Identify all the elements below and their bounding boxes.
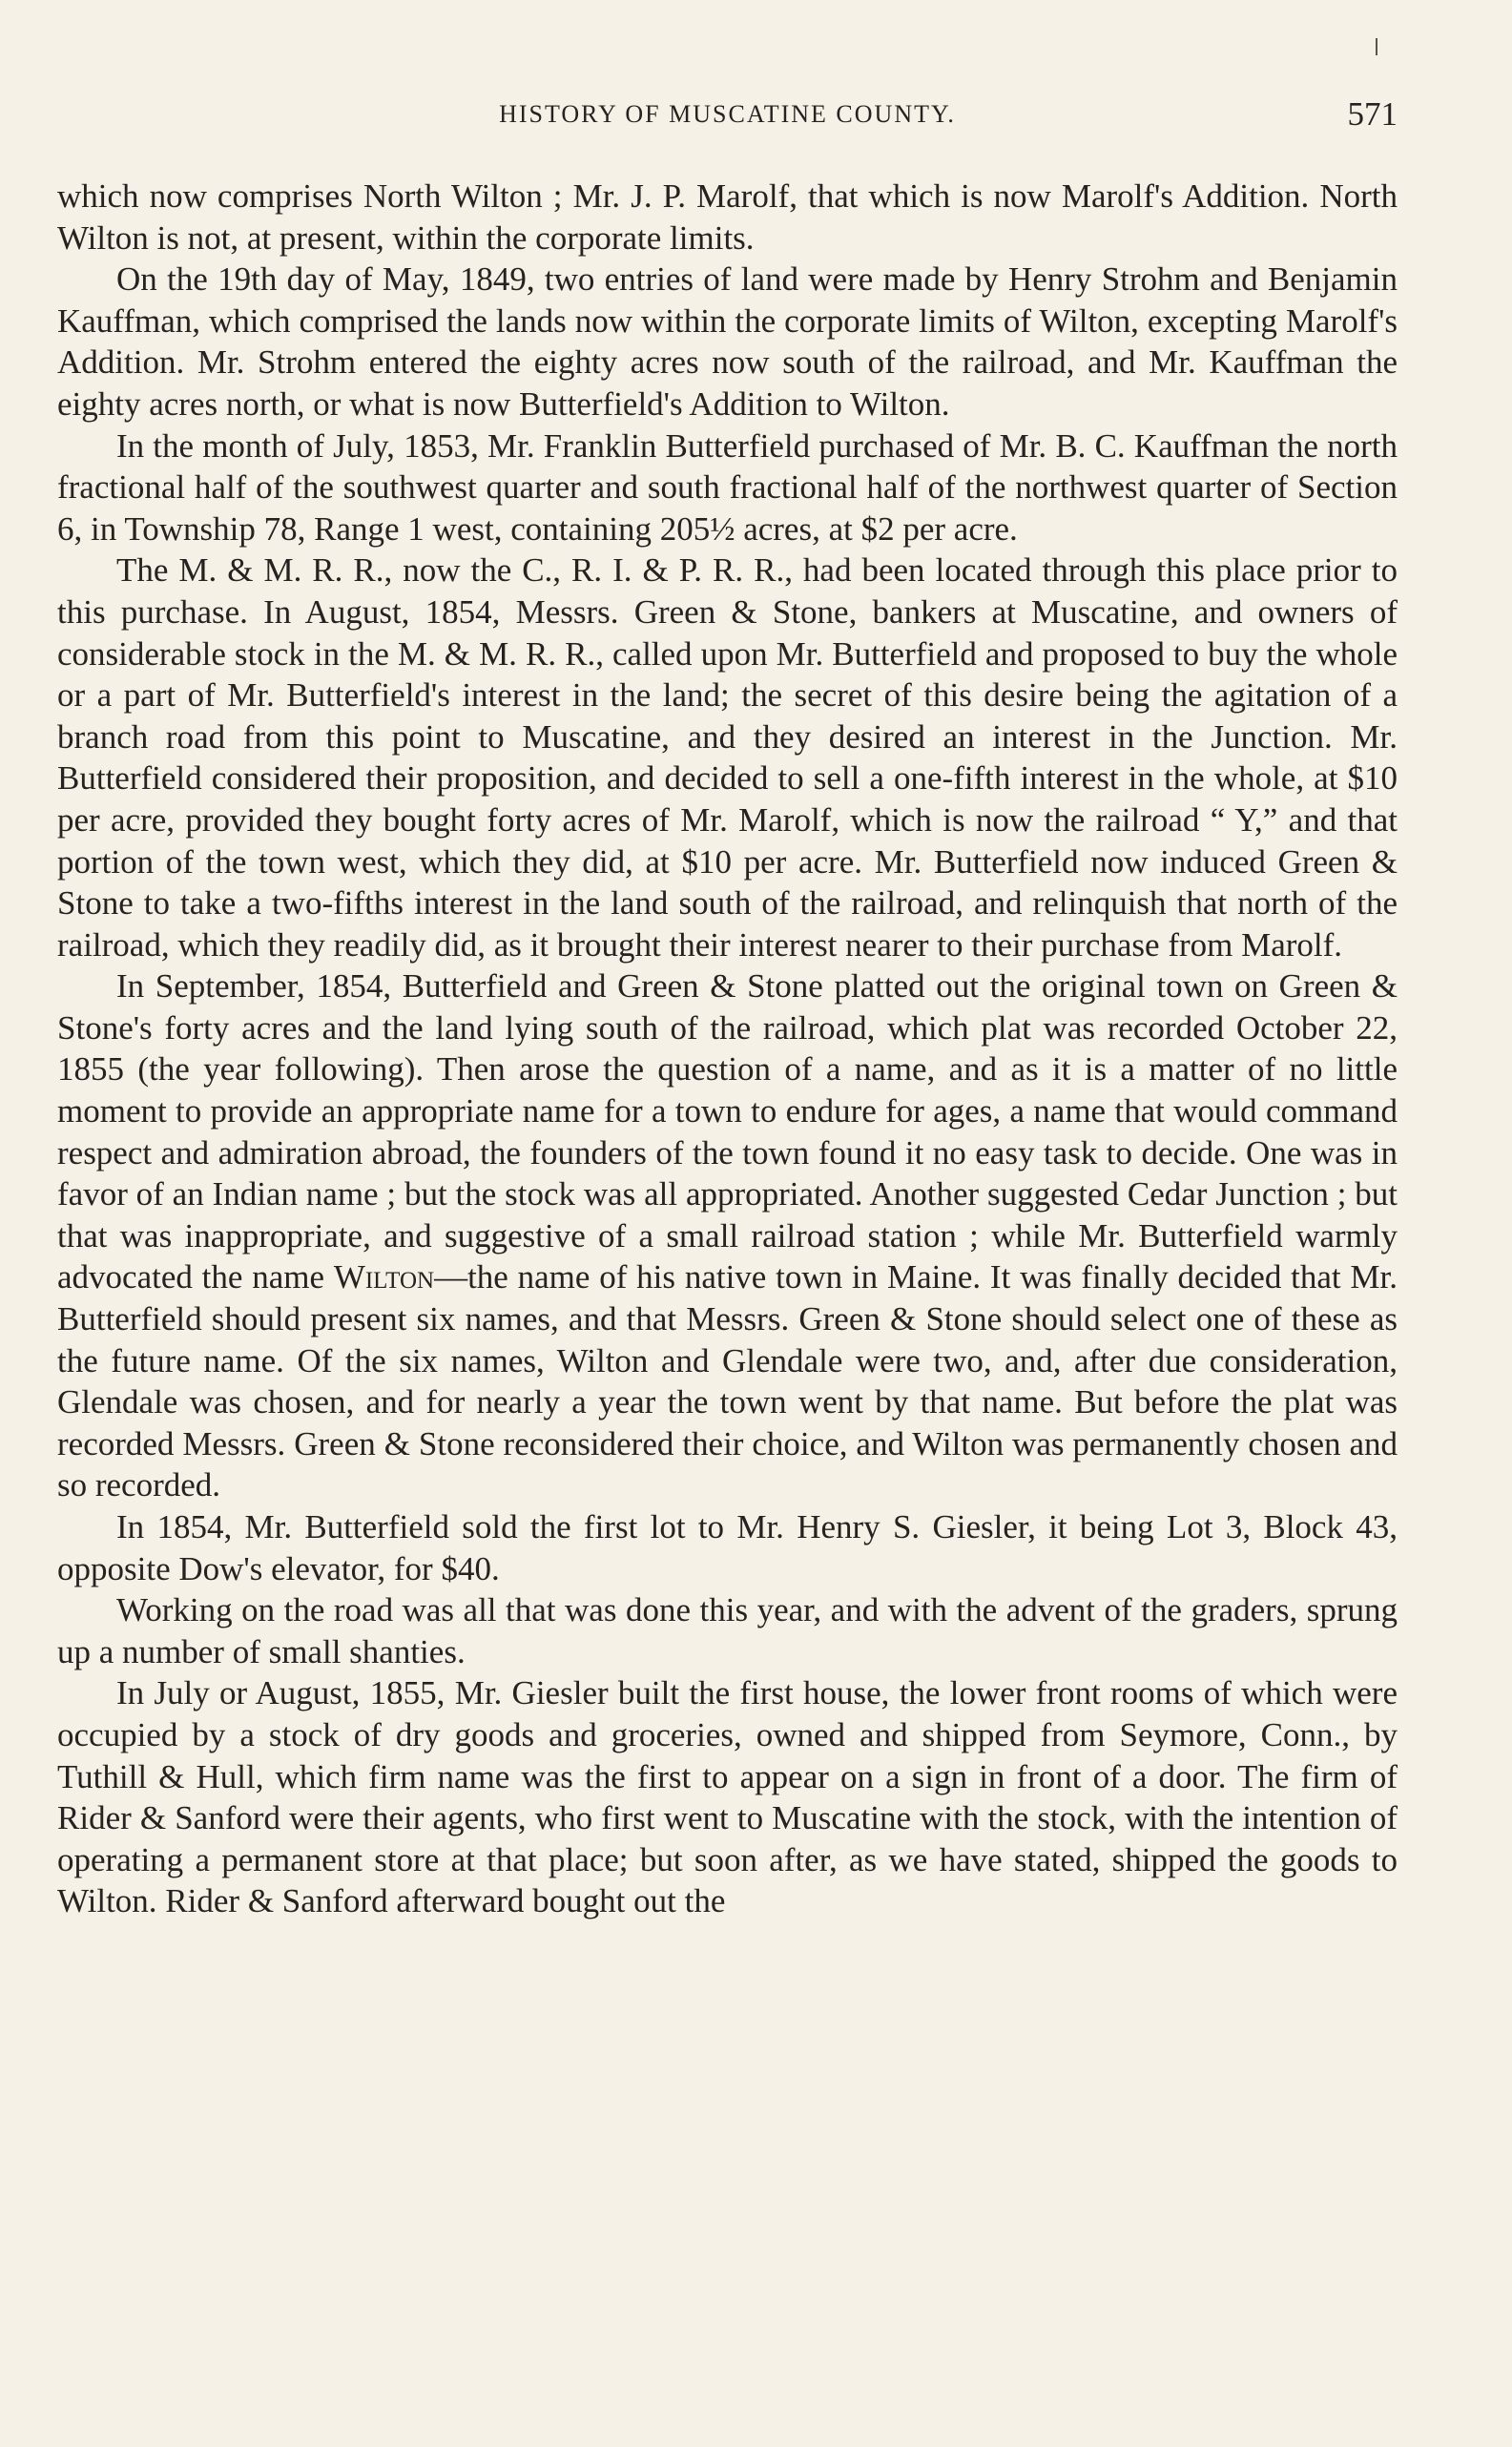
book-page — [57, 95, 1398, 1922]
paragraph: which now comprises North Wilton ; Mr. J. P. Marolf, that which is now Marolf's Addition. North Wilton is not, at present, within the corporate limits. — [57, 177, 1398, 257]
paragraph: In the month of July, 1853, Mr. Franklin Butterfield purchased of Mr. B. C. Kauffman the north fractional half of the southwest quarter and south fractional half of the northwest quarter of Section 6, in Township 78, Range 1 west, containing 205½ acres, at $2 per acre. — [57, 426, 1398, 548]
town-name-wilton: Wilton — [333, 1258, 435, 1296]
page-header — [57, 95, 1398, 153]
paragraph: In 1854, Mr. Butterfield sold the first lot to Mr. Henry S. Giesler, it being Lot 3, Block 43, opposite Dow's elevator, for $40. — [57, 1508, 1398, 1587]
page-edge-mark — [1376, 38, 1377, 55]
running-title: HISTORY OF MUSCATINE COUNTY. — [499, 100, 956, 128]
body-text — [57, 176, 1398, 1922]
naming-text-before: In September, 1854, Butterfield and Green & Stone platted out the original town on Green & Stone's forty acres and the land lying south of the railroad, which plat was recorded October 22, 1855 (the year following). Then arose the question of a name, and as it is a matter of no little moment to provide an appropriate name for a town to endure for ages, a name that would command respect and admiration abroad, the founders of the town found it no easy task to decide. One was in favor of an Indian name ; but the stock was all appropriated. Another suggested Cedar Junction ; but that was inappropriate, and suggestive of a small railroad station ; while Mr. Butterfield warmly advocated the name — [57, 967, 1398, 1296]
paragraph: Working on the road was all that was done this year, and with the advent of the graders, sprung up a number of small shanties. — [57, 1591, 1398, 1670]
paragraph: The M. & M. R. R., now the C., R. I. & P. R. R., had been located through this place prior to this purchase. In August, 1854, Messrs. Green & Stone, bankers at Muscatine, and owners of considerable stock in the M. & M. R. R., called upon Mr. Butterfield and proposed to buy the whole or a part of Mr. Butterfield's interest in the land; the secret of this desire being the agitation of a branch road from this point to Muscatine, and they desired an interest in the Junction. Mr. Butterfield considered their proposition, and decided to sell a one-fifth interest in the whole, at $10 per acre, provided they bought forty acres of Mr. Marolf, which is now the railroad “ Y,” and that portion of the town west, which they did, at $10 per acre. Mr. Butterfield now induced Green & Stone to take a two-fifths interest in the land south of the railroad, and relinquish that north of the railroad, which they readily did, as it brought their interest nearer to their purchase from Marolf. — [57, 551, 1398, 964]
page-number: 571 — [1347, 95, 1398, 133]
paragraph: In July or August, 1855, Mr. Giesler built the first house, the lower front rooms of which were occupied by a stock of dry goods and groceries, owned and shipped from Seymore, Conn., by Tuthill & Hull, which firm name was the first to appear on a sign in front of a door. The firm of Rider & Sanford were their agents, who first went to Muscatine with the stock, with the intention of operating a permanent store at that place; but soon after, as we have stated, shipped the goods to Wilton. Rider & Sanford afterward bought out the — [57, 1674, 1398, 1920]
naming-text-after: —the name of his native town in Maine. It was finally decided that Mr. Butterfield should present six names, and that Messrs. Green & Stone should select one of these as the future name. Of the six names, Wilton and Glendale were two, and, after due consideration, Glendale was chosen, and for nearly a year the town went by that name. But before the plat was recorded Messrs. Green & Stone reconsidered their choice, and Wilton was permanently chosen and so recorded. — [57, 1258, 1398, 1504]
paragraph-town-naming — [57, 965, 1398, 1506]
paragraph: On the 19th day of May, 1849, two entries of land were made by Henry Strohm and Benjamin Kauffman, which comprised the lands now within the corporate limits of Wilton, excepting Marolf's Addition. Mr. Strohm entered the eighty acres now south of the railroad, and Mr. Kauffman the eighty acres north, or what is now Butterfield's Addition to Wilton. — [57, 260, 1398, 423]
